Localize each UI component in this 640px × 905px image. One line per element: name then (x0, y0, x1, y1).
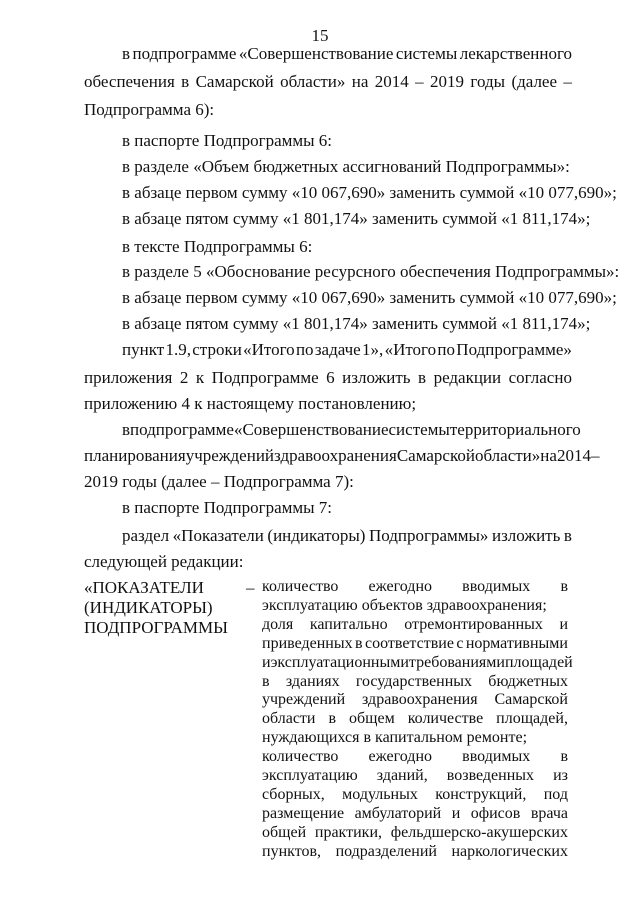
word: (далее (511, 72, 558, 91)
word: в (418, 368, 427, 387)
indicator-line (262, 824, 568, 842)
item-abzac-5-a: в абзаце пятом сумму «1 801,174» заменить суммой «1 811,174»; (122, 209, 591, 228)
indicator-line (262, 673, 568, 691)
word: доля (262, 615, 294, 633)
word: «Итого (243, 340, 295, 359)
word: изложить (491, 526, 561, 545)
word: области» (474, 446, 541, 465)
word: территориального (449, 420, 581, 439)
word: в (355, 634, 363, 652)
punkt-line2 (84, 368, 572, 388)
item-abzac-1-b: в абзаце первом сумму «10 067,690» заменить суммой «10 077,690»; (122, 288, 617, 307)
word: фельдшерско-акушерских (390, 823, 568, 841)
word: пунктов, (262, 842, 322, 860)
word: эксплуатационными (270, 653, 409, 671)
word: 6 (326, 368, 335, 387)
para1-line1 (122, 44, 572, 64)
word: вводимых (462, 578, 531, 595)
word: Самарской (195, 72, 274, 91)
word: по (437, 340, 455, 359)
word: пункт (122, 340, 165, 359)
table-left-line-3: ПОДПРОГРАММЫ (84, 618, 228, 637)
word: нормативными (465, 634, 568, 652)
word: и (262, 653, 271, 671)
page-number: 15 (311, 26, 329, 45)
para7-line2 (84, 446, 600, 466)
word: Подпрограммы» (368, 526, 489, 545)
para1-line2 (84, 72, 572, 92)
word: – (563, 72, 572, 91)
indicator-line (262, 635, 568, 653)
indicator-line (262, 653, 573, 672)
item-text-6: в тексте Подпрограммы 6: (122, 237, 313, 256)
word: задаче (314, 340, 361, 359)
indicator-line (262, 805, 568, 823)
word: Самарской (494, 691, 568, 709)
word: возведенных (446, 767, 535, 784)
word: – (590, 446, 600, 465)
word: на (351, 72, 369, 91)
word: в (328, 710, 337, 728)
item-abzac-1-a: в абзаце первом сумму «10 067,690» заменить суммой «10 077,690»; (122, 183, 617, 202)
word: области» (280, 72, 346, 91)
word: общей (262, 823, 307, 841)
word: учреждений (262, 691, 346, 709)
word: строки (192, 340, 242, 359)
word: площадей (504, 653, 573, 671)
word: 1.9, (165, 340, 191, 359)
word: эксплуатацию (262, 767, 358, 784)
word: количество (262, 748, 339, 766)
word: модульных (342, 785, 418, 803)
word: на (540, 446, 557, 465)
word: в (181, 72, 190, 91)
indicator-line: нуждающихся в капитальном ремонте; (262, 729, 528, 747)
word: в (560, 748, 568, 766)
word: согласно (508, 368, 572, 387)
word: планирования (84, 446, 186, 465)
word: раздел (122, 526, 170, 545)
item-razdel-obem: в разделе «Объем бюджетных ассигнований Подпрограммы»: (122, 157, 570, 176)
word: соответствие (364, 634, 454, 652)
word: в (122, 420, 131, 439)
word: зданиях (285, 672, 340, 690)
word: изложить (342, 368, 411, 387)
word: приведенных (262, 634, 353, 652)
word: к (195, 368, 205, 387)
indicator-line: эксплуатацию объектов здравоохранения; (262, 596, 547, 614)
word: по (295, 340, 314, 359)
word: вводимых (462, 748, 531, 766)
table-left-line-1: «ПОКАЗАТЕЛИ (84, 578, 204, 597)
word: Подпрограмме (211, 368, 319, 387)
indicator-line (262, 578, 568, 596)
word: 2 (179, 368, 189, 387)
indicator-line (262, 786, 568, 804)
word: здравоохранения (274, 446, 397, 465)
word: 2019 (430, 72, 465, 91)
word: в (560, 578, 568, 595)
word: ежегодно (368, 578, 432, 595)
word: врача (530, 804, 568, 822)
para7-line3: 2019 годы (далее – Подпрограмма 7): (84, 472, 354, 491)
word: капитально (309, 615, 388, 633)
word: области (262, 710, 316, 728)
para1-line3: Подпрограмма 6): (84, 100, 215, 119)
word: здравоохранения (362, 691, 478, 709)
word: подпрограмме (130, 420, 234, 439)
table-left-line-2: (ИНДИКАТОРЫ) (84, 598, 213, 617)
word: подразделений (335, 842, 437, 860)
word: «Показатели (172, 526, 264, 545)
para7-line1 (122, 420, 581, 440)
passport-7: в паспорте Подпрограммы 7: (122, 498, 333, 517)
word: требованиями (408, 653, 505, 671)
word: – (415, 72, 424, 91)
word: «Совершенствование (238, 44, 394, 63)
word: системы (388, 420, 450, 439)
item-abzac-5-b: в абзаце пятом сумму «1 801,174» заменить суммой «1 811,174»; (122, 314, 591, 333)
word: общем (349, 710, 395, 728)
word: Самарской (396, 446, 475, 465)
word: практики, (314, 823, 383, 841)
indicator-line (262, 691, 568, 709)
word: системы (395, 44, 458, 63)
word: наркологических (451, 842, 568, 860)
word: в (262, 672, 270, 690)
word: 1», (362, 340, 384, 359)
word: Подпрограмме» (456, 340, 572, 359)
word: площадей, (496, 710, 568, 728)
word: и (451, 804, 461, 822)
word: (индикаторы) (267, 526, 366, 545)
word: размещение (262, 804, 345, 822)
indicator-line (262, 616, 568, 634)
word: офисов (470, 804, 521, 822)
word: амбулаторий (354, 804, 442, 822)
item-razdel-5: в разделе 5 «Обоснование ресурсного обеспечения Подпрограммы»: (122, 262, 620, 281)
punkt-line1 (122, 340, 572, 360)
word: в (563, 526, 572, 545)
table-dash: – (246, 578, 255, 597)
indicator-line (262, 767, 568, 785)
word: лекарственного (459, 44, 572, 63)
word: конструкций, (435, 785, 527, 803)
word: бюджетных (488, 672, 568, 690)
word: «Совершенствование (233, 420, 389, 439)
word: в (122, 44, 131, 63)
indicator-line (262, 710, 568, 728)
indicator-line (262, 748, 568, 766)
word: обеспечения (84, 72, 175, 91)
word: редакции (433, 368, 502, 387)
razdel-line2: следующей редакции: (84, 552, 244, 571)
word: приложения (84, 368, 173, 387)
word: «Итого (384, 340, 437, 359)
word: сборных, (262, 785, 325, 803)
item-passport-6: в паспорте Подпрограммы 6: (122, 131, 333, 150)
word: государственных (355, 672, 473, 690)
word: учреждений (185, 446, 275, 465)
word: подпрограмме (132, 44, 237, 63)
indicator-line (262, 843, 568, 861)
razdel-line1 (122, 526, 572, 546)
word: количестве (407, 710, 484, 728)
word: 2014 (556, 446, 591, 465)
punkt-line3: приложению 4 к настоящему постановлению; (84, 394, 417, 413)
word: из (553, 767, 568, 784)
word: ежегодно (368, 748, 432, 766)
word: и (559, 615, 568, 633)
word: с (456, 634, 464, 652)
word: зданий, (376, 767, 428, 784)
word: годы (470, 72, 506, 91)
word: под (543, 785, 568, 803)
word: количество (262, 578, 339, 595)
word: отремонтированных (404, 615, 543, 633)
word: 2014 (374, 72, 409, 91)
table-left-column (84, 578, 228, 638)
